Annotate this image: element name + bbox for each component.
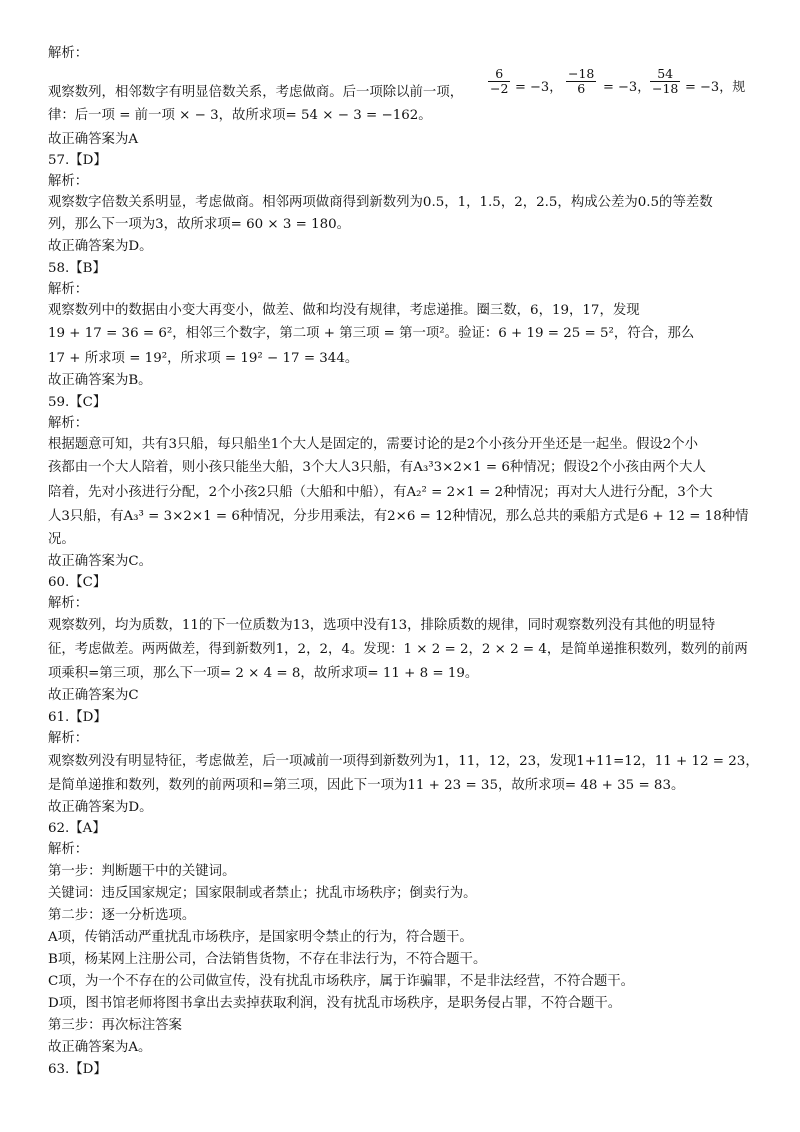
analysis-label: 解析： (48, 731, 89, 746)
analysis-label: 解析： (48, 842, 89, 857)
paragraph-line: 观察数列中的数据由小变大再变小，做差、做和均没有规律，考虑递推。圈三数，6，19，17，发现 (48, 303, 640, 318)
paragraph-line: 律：后一项 = 前一项 × − 3，故所求项= 54 × − 3 = −162。 (48, 108, 432, 123)
fraction-1 (488, 67, 510, 96)
option-d-line: D项，图书馆老师将图书拿出去卖掉获取利润，没有扰乱市场秩序，是职务侵占罪，不符合题干。 (48, 996, 622, 1011)
paragraph-line: 根据题意可知，共有3只船，每只船坐1个大人是固定的，需要讨论的是2个小孩分开坐还是一起坐。假设2个小 (48, 437, 699, 452)
paragraph-line: 观察数列没有明显特征，考虑做差，后一项减前一项得到新数列为1，11，12，23，发现1+11=12，11 + 12 = 23， (48, 754, 759, 769)
option-c-line: C项，为一个不存在的公司做宣传，没有扰乱市场秩序，属于诈骗罪，不是非法经营，不符合题干。 (48, 974, 635, 989)
paragraph-line: 征，考虑做差。两两做差，得到新数列1，2，2，4。发现：1 × 2 = 2，2 × 2 = 4，是简单递推积数列，数列的前两 (48, 642, 748, 657)
paragraph-line: 观察数列，相邻数字有明显倍数关系，考虑做商。后一项除以前一项， (48, 85, 464, 100)
paragraph-line: 17 + 所求项 = 19²，所求项 = 19² − 17 = 344。 (48, 351, 359, 366)
fraction-numerator: 6 (495, 66, 504, 81)
analysis-label: 解析： (48, 416, 89, 431)
analysis-label: 解析： (48, 282, 89, 297)
fraction-3-result: = −3，规 (685, 80, 746, 95)
answer-line: 故正确答案为C (48, 688, 139, 703)
step-line: 第二步：逐一分析选项。 (48, 908, 196, 923)
step-line: 第一步：判断题干中的关键词。 (48, 864, 236, 879)
question-number: 57.【D】 (48, 153, 107, 168)
question-number: 58.【B】 (48, 261, 106, 276)
answer-line: 故正确答案为C。 (48, 554, 152, 569)
fraction-numerator: 54 (657, 66, 674, 81)
fraction-2 (566, 67, 596, 96)
answer-line: 故正确答案为B。 (48, 373, 152, 388)
analysis-label: 解析： (48, 174, 89, 189)
step-line: 第三步：再次标注答案 (48, 1018, 182, 1033)
paragraph-line: 陪着，先对小孩进行分配，2个小孩2只船（大船和中船），有A₂² = 2×1 = 2种情况；再对大人进行分配，3个大 (48, 485, 713, 500)
question-number: 61.【D】 (48, 710, 107, 725)
paragraph-line: 19 + 17 = 36 = 6²，相邻三个数字，第二项 + 第三项 = 第一项²。验证：6 + 19 = 25 = 5²，符合，那么 (48, 326, 695, 341)
fraction-denominator: −18 (652, 81, 679, 96)
fraction-3 (650, 67, 680, 96)
answer-line: 故正确答案为D。 (48, 800, 153, 815)
question-number: 63.【D】 (48, 1062, 107, 1077)
paragraph-line: 是简单递推和数列，数列的前两项和=第三项，因此下一项为11 + 23 = 35，故所求项= 48 + 35 = 83。 (48, 778, 685, 793)
paragraph-line: 项乘积=第三项，那么下一项= 2 × 4 = 8，故所求项= 11 + 8 = 19。 (48, 666, 479, 681)
answer-line: 故正确答案为D。 (48, 239, 153, 254)
paragraph-line: 列，那么下一项为3，故所求项= 60 × 3 = 180。 (48, 217, 351, 232)
analysis-label: 解析： (48, 596, 89, 611)
answer-line: 故正确答案为A。 (48, 1040, 152, 1055)
answer-line: 故正确答案为A (48, 132, 139, 147)
question-number: 59.【C】 (48, 395, 107, 410)
paragraph-line: 况。 (48, 532, 75, 547)
question-number: 62.【A】 (48, 821, 106, 836)
question-number: 60.【C】 (48, 575, 107, 590)
fraction-1-result: = −3， (515, 80, 563, 95)
fraction-denominator: −2 (490, 81, 509, 96)
fraction-denominator: 6 (577, 81, 586, 96)
fraction-2-result: = −3， (603, 80, 651, 95)
option-b-line: B项，杨某网上注册公司，合法销售货物，不存在非法行为，不符合题干。 (48, 952, 487, 967)
paragraph-line: 人3只船，有A₃³ = 3×2×1 = 6种情况，分步用乘法，有2×6 = 12种情况，那么总共的乘船方式是6 + 12 = 18种情 (48, 509, 749, 524)
paragraph-line: 观察数列，均为质数，11的下一位质数为13，选项中没有13，排除质数的规律，同时观察数列没有其他的明显特 (48, 618, 716, 633)
analysis-label: 解析： (48, 46, 89, 61)
option-a-line: A项，传销活动严重扰乱市场秩序，是国家明令禁止的行为，符合题干。 (48, 930, 473, 945)
keywords-line: 关键词：违反国家规定；国家限制或者禁止；扰乱市场秩序；倒卖行为。 (48, 886, 477, 901)
paragraph-line: 孩都由一个大人陪着，则小孩只能坐大船，3个大人3只船，有A₃³3×2×1 = 6种情况；假设2个小孩由两个大人 (48, 460, 706, 475)
fraction-numerator: −18 (568, 66, 595, 81)
paragraph-line: 观察数字倍数关系明显，考虑做商。相邻两项做商得到新数列为0.5，1，1.5，2，2.5，构成公差为0.5的等差数 (48, 195, 713, 210)
